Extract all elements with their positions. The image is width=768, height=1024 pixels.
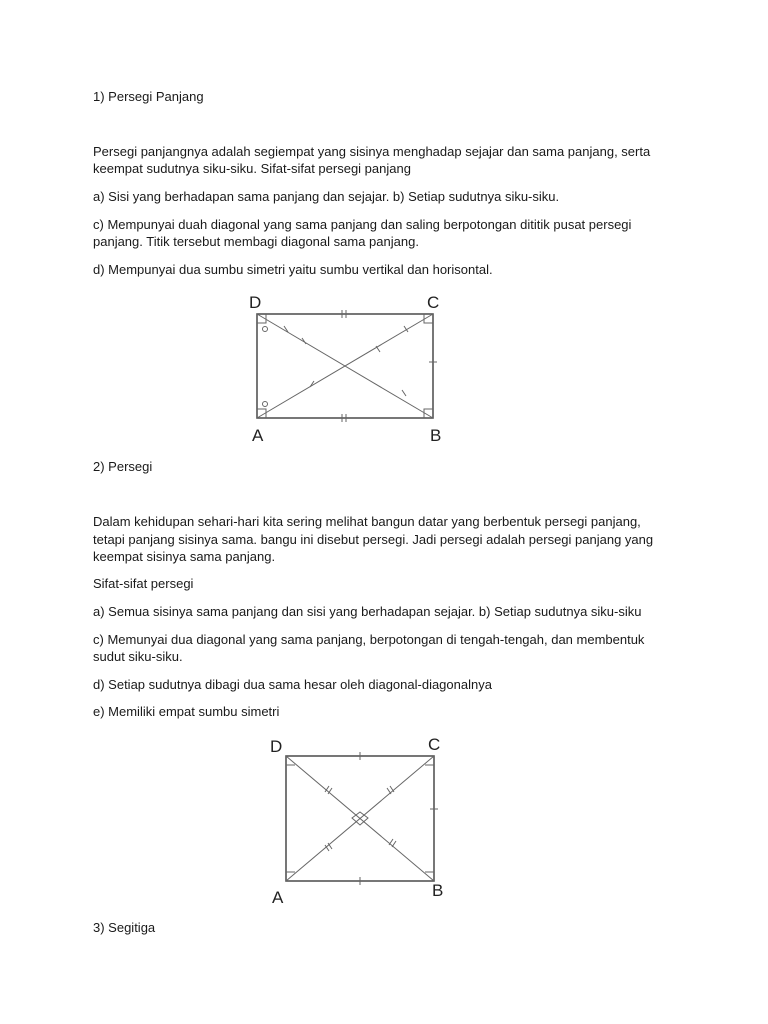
vertex-label-b: B xyxy=(430,426,442,445)
vertex-label-b: B xyxy=(432,881,444,900)
angle-circle-a-icon xyxy=(263,402,268,407)
vertex-label-c: C xyxy=(427,293,440,312)
vertex-label-d: D xyxy=(270,737,283,756)
section1-heading: 1) Persegi Panjang xyxy=(93,89,204,104)
rectangle-figure xyxy=(244,290,454,450)
tick-diagonal-icon xyxy=(376,346,406,396)
section2-property-e: e) Memiliki empat sumbu simetri xyxy=(93,704,280,719)
section2-property-c-line2: sudut siku-siku. xyxy=(93,649,183,664)
square-figure xyxy=(266,732,456,907)
section1-intro-line1: Persegi panjangnya adalah segiempat yang sisinya menghadap sejajar dan sama panjang, serta xyxy=(93,144,651,159)
section2-intro-line2: tetapi panjang sisinya sama. bangu ini disebut persegi. Jadi persegi adalah persegi panjang yang xyxy=(93,532,654,547)
section2-properties-title: Sifat-sifat persegi xyxy=(93,576,194,591)
section2-property-d: d) Setiap sudutnya dibagi dua sama hesar oleh diagonal-diagonalnya xyxy=(93,677,492,692)
vertex-label-c: C xyxy=(428,735,441,754)
section1-property-d: d) Mempunyai dua sumbu simetri yaitu sumbu vertikal dan horisontal. xyxy=(93,262,493,277)
tick-diagonal-icon xyxy=(387,786,394,794)
vertex-label-d: D xyxy=(249,293,262,312)
section2-intro-line1: Dalam kehidupan sehari-hari kita sering melihat bangun datar yang berbentuk persegi panjang, xyxy=(93,514,641,529)
section1-property-ab: a) Sisi yang berhadapan sama panjang dan sejajar. b) Setiap sudutnya siku-siku. xyxy=(93,189,560,204)
section1-property-c-line1: c) Mempunyai duah diagonal yang sama panjang dan saling berpotongan dititik pusat persegi xyxy=(93,217,632,232)
vertex-label-a: A xyxy=(272,888,284,907)
section1-property-c-line2: panjang. Titik tersebut membagi diagonal sama panjang. xyxy=(93,234,419,249)
tick-diagonal-icon xyxy=(389,839,396,847)
angle-circle-d-icon xyxy=(263,327,268,332)
vertex-label-a: A xyxy=(252,426,264,445)
section2-property-ab: a) Semua sisinya sama panjang dan sisi yang berhadapan sejajar. b) Setiap sudutnya siku-siku xyxy=(93,604,642,619)
section2-property-c-line1: c) Memunyai dua diagonal yang sama panjang, berpotongan di tengah-tengah, dan membentuk xyxy=(93,632,645,647)
section3-heading: 3) Segitiga xyxy=(93,920,156,935)
tick-diagonal-icon xyxy=(325,786,332,794)
tick-diagonal-icon xyxy=(325,843,332,851)
section2-intro-line3: keempat sisinya sama panjang. xyxy=(93,549,276,564)
section1-intro-line2: keempat sudutnya siku-siku. Sifat-sifat persegi panjang xyxy=(93,161,411,176)
section2-heading: 2) Persegi xyxy=(93,459,153,474)
